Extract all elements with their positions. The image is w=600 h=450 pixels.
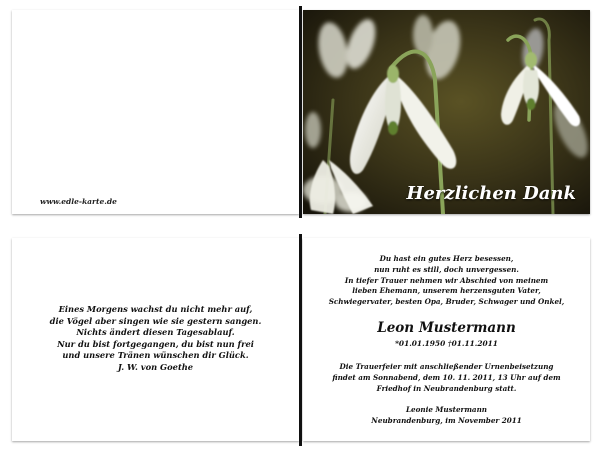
fold-line-bottom — [299, 234, 302, 446]
signature-text — [303, 405, 590, 427]
poem-author: J. W. von Goethe — [117, 361, 194, 372]
signature-line: Neubrandenburg, im November 2011 — [371, 415, 522, 425]
signature-line: Leonie Mustermann — [405, 405, 488, 414]
poem-line: Nur du bist fortgegangen, du bist nun frei — [57, 338, 254, 349]
announcement-panel — [303, 238, 590, 441]
card-back-panel — [12, 10, 299, 214]
ceremony-line: findet am Sonnabend, dem 10. 11. 2011, 13 Uhr auf dem — [332, 372, 561, 382]
poem-line: Eines Morgens wachst du nicht mehr auf, — [58, 304, 253, 314]
poem-line: Nichts ändert diesen Tagesablauf. — [76, 327, 235, 337]
deceased-name: Leon Mustermann — [377, 320, 516, 336]
life-dates: *01.01.1950 †01.11.2011 — [395, 339, 498, 348]
card-front-panel — [303, 10, 590, 214]
ceremony-line: Die Trauerfeier mit anschließender Urnenbeisetzung — [339, 362, 554, 371]
poem-panel — [12, 238, 299, 441]
ceremony-text — [303, 362, 590, 394]
intro-line: Du hast ein gutes Herz besessen, — [379, 254, 514, 263]
intro-line: Schwiegervater, besten Opa, Bruder, Schwager und Onkel, — [328, 297, 565, 307]
poem-line: und unsere Tränen wünschen dir Glück. — [62, 350, 249, 360]
intro-text — [303, 254, 590, 308]
intro-line: nun ruht es still, doch unvergessen. — [374, 264, 519, 274]
fold-line-top — [299, 6, 302, 218]
ceremony-line: Friedhof in Neubrandenburg statt. — [376, 383, 517, 393]
website-url: www.edle-karte.de — [40, 197, 117, 206]
card-title: Herzlichen Dank — [406, 183, 576, 204]
intro-line: lieben Ehemann, unserem herzensguten Vater, — [352, 286, 541, 296]
poem-line: die Vögel aber singen wie sie gestern sangen. — [49, 315, 262, 326]
intro-line: In tiefer Trauer nehmen wir Abschied von meinem — [344, 275, 549, 285]
poem-text — [12, 304, 299, 373]
